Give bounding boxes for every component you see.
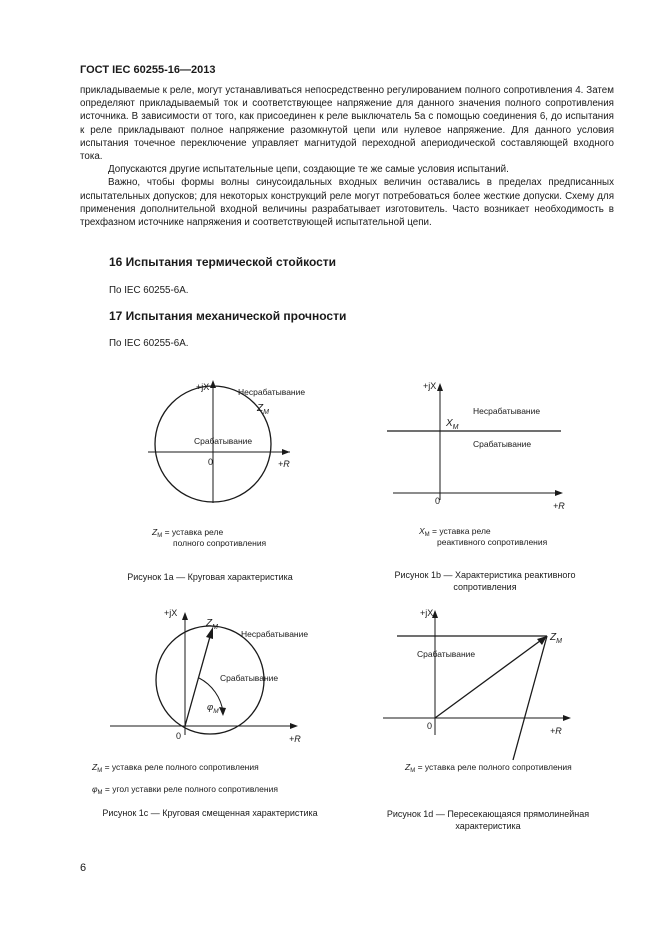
origin-label: 0 <box>176 731 182 741</box>
legend-1b-line2: реактивного сопротивления <box>437 537 548 547</box>
caption-1b: Рисунок 1b — Характеристика реактивного сопротивления <box>394 570 576 592</box>
section-17-title: 17 Испытания механической прочности <box>109 309 347 323</box>
zm-label: $Z_M$ <box>257 403 269 416</box>
axis-x-label: +R <box>278 459 290 469</box>
axis-y-label: +jX <box>420 608 434 618</box>
axis-x-label: +R <box>289 734 301 744</box>
legend-1b: $X_M$ = уставка реле <box>419 526 491 538</box>
phi-label: $\varphi_M$ <box>207 702 219 715</box>
section-17-ref: По IEC 60255-6А. <box>109 338 189 349</box>
section-16-ref: По IEC 60255-6А. <box>109 285 189 296</box>
legend-1c-zm: $Z_M$ = уставка реле полного сопротивления <box>92 762 259 774</box>
caption-1a: Рисунок 1a — Круговая характеристика <box>127 572 293 582</box>
axis-y-label: +jX <box>196 382 210 392</box>
caption-1c: Рисунок 1c — Круговая смещенная характеристика <box>102 808 318 818</box>
figure-1b <box>383 375 583 550</box>
origin-label: 0 <box>427 721 433 731</box>
section-16-title: 16 Испытания термической стойкости <box>109 255 337 269</box>
document-header: ГОСТ IEC 60255-16—2013 <box>80 64 216 76</box>
paragraph-3: Важно, чтобы формы волны синусоидальных входных величин оставались в пределах предписанных испытательных допусков; для некоторых конструкций реле могут потребоваться более жесткие допуски. Схему для применения дополнительной входной величины разрабатывает изготовитель. Часто возникает необходимость в трехфазном источнике напряжения и соответствующей испытательной цепи. <box>80 177 614 229</box>
legend-1a: $Z_M$ = уставка реле <box>152 527 224 539</box>
region-out-label: Несрабатывание <box>241 629 309 639</box>
body-text <box>80 84 614 229</box>
caption-1d: Рисунок 1d — Пересекающаяся прямолинейная характеристика <box>386 809 590 831</box>
figure-1c <box>80 600 320 800</box>
axis-y-label: +jX <box>164 608 178 618</box>
region-in-label: Срабатывание <box>417 649 476 659</box>
legend-1c-phi: $\varphi_M$ = угол уставки реле полного сопротивления <box>92 784 278 796</box>
axis-y-label: +jX <box>423 381 437 391</box>
legend-1a-line2: полного сопротивления <box>173 538 267 548</box>
region-in-label: Срабатывание <box>473 439 532 449</box>
legend-1d-zm: $Z_M$ = уставка реле полного сопротивления <box>405 762 572 774</box>
region-in-label: Срабатывание <box>194 436 253 446</box>
figure-1a <box>140 375 330 550</box>
axis-x-label: +R <box>553 501 565 511</box>
region-out-label: Несрабатывание <box>473 406 541 416</box>
slant-line <box>513 636 547 760</box>
region-in-label: Срабатывание <box>220 673 279 683</box>
origin-label: 0 <box>208 457 214 467</box>
origin-label: 0 <box>435 496 441 506</box>
region-out-label: Несрабатывание <box>238 387 306 397</box>
figure-1d <box>375 600 595 780</box>
paragraph-1: прикладываемые к реле, могут устанавливаться непосредственно регулированием полного сопротивления 4. Затем определяют прикладываемый ток и соответствующее напряжение для данного значения полного сопротивления источника. В зависимости от того, как присоединен к реле выключатель 5а с помощью соединения 6, до испытания к реле прикладывают полное напряжение разомкнутой цепи или нулевое напряжение. Для данного условия испытания точечное переключение управляет магнитудой переходной апериодической составляющей входного тока. <box>80 85 614 163</box>
paragraph-2: Допускаются другие испытательные цепи, создающие те же самые условия испытаний. <box>108 164 509 176</box>
xm-label: $X_M$ <box>446 418 459 431</box>
page-number: 6 <box>80 862 87 874</box>
axis-x-label: +R <box>550 726 562 736</box>
zm-label: $Z_M$ <box>206 618 218 631</box>
zm-label: $Z_M$ <box>550 632 562 645</box>
